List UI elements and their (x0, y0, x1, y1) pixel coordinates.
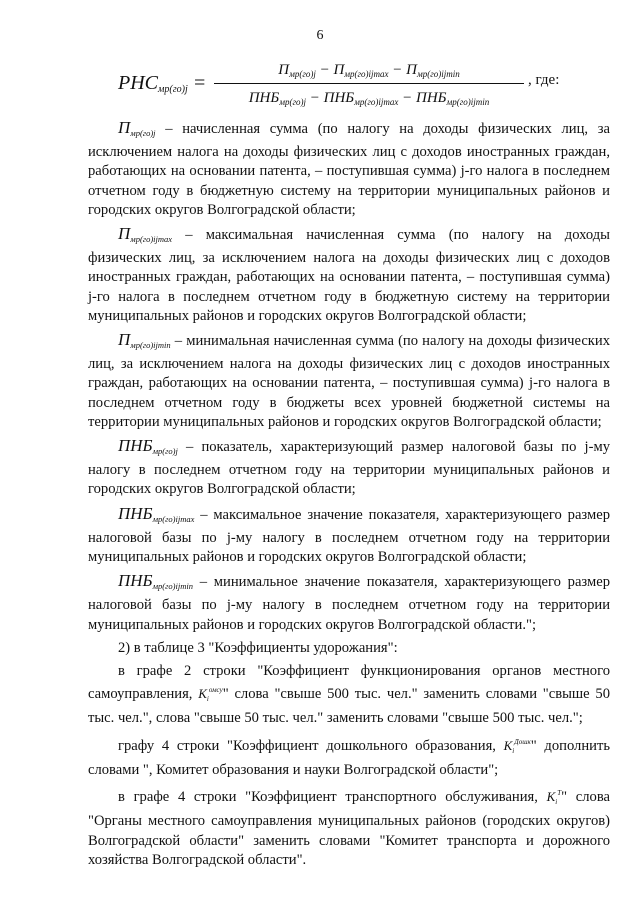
coefficient-k-main: K (503, 737, 513, 753)
definition-symbol-main: П (118, 330, 131, 350)
amendment-paragraph-1 (88, 662, 610, 729)
definition-symbol (118, 504, 194, 523)
amendment-3-after: " слова "Органы местного самоуправления муниципальных районов (городских округов) Волгоградской области" заменить словами "Комитет транспорта и дорожного хозяйства Волгоградской области". (88, 789, 610, 868)
num-term-a-sub: мр(го)j (289, 69, 316, 79)
definition-text: – показатель, характеризующий размер налоговой базы по j-му налогу в последнем отчетном году на территории муниципальных районов и городских округов Волгоградской области; (88, 439, 610, 498)
coefficient-k-sub: i (512, 746, 515, 755)
den-op-2: − (398, 90, 416, 106)
definition-paragraph (88, 504, 610, 568)
coefficient-k-main: K (198, 686, 207, 702)
coefficient-k-sup: T (557, 789, 562, 798)
den-term-a: ПНБ (248, 90, 280, 106)
amendment-2-before: графу 4 строки "Коэффициент дошкольного образования, (118, 737, 504, 754)
amendment-3-before: в графе 4 строки "Коэффициент транспортного обслуживания, (118, 789, 547, 806)
amendment-2-after: " дополнить словами ", Комитет образования и науки Волгоградской области"; (88, 737, 610, 778)
coefficient-k-main: K (546, 789, 556, 805)
num-term-b-sub: мр(го)ijmax (344, 69, 389, 79)
definition-symbol-main: ПНБ (118, 436, 153, 456)
amendment-1-after: " слова "свыше 500 тыс. чел." заменить словами "свыше 50 тыс. чел.", слова "свыше 50 тыс. чел." заменить словами "свыше 500 тыс. чел."; (88, 686, 611, 727)
formula-numerator (214, 58, 524, 82)
definition-text: – максимальное значение показателя, характеризующего размер налоговой базы по j-му налогу в последнем отчетном году на территории муниципальных районов и городских округов Волгоградской области; (88, 506, 610, 566)
coefficient-k-sup: Дошк (514, 737, 531, 746)
num-term-a: П (278, 62, 290, 78)
definition-text: – минимальная начисленная сумма (по налогу на доходы физических лиц, за исключением налога на доходы физических лиц с доходов иностранных граждан, работающих на основании патента, – поступившая сумма) j-го налога в последнем отчетном году в бюджеты всех уровней бюджетной системы на территории муниципальных районов и городских округов Волгоградской области; (88, 333, 610, 430)
page-number: 6 (316, 28, 324, 43)
definition-text: – максимальная начисленная сумма (по налогу на доходы физических лиц, за исключением налога на доходы физических лиц с доходов иностранных граждан, работающих на основании патента, – поступившая сумма) j-го налога в последнем отчетном году в бюджетную систему на территории муниципальных районов и городских округов Волгоградской области; (88, 227, 610, 324)
definition-symbol-main: ПНБ (118, 571, 153, 591)
coefficient-k-omsu (198, 686, 223, 704)
amendment-paragraph-2 (88, 733, 610, 780)
formula-lhs-symbol: РНС (118, 72, 158, 94)
definition-symbol-sub: мр(го)j (152, 446, 178, 457)
amendment-paragraph-3 (88, 784, 610, 870)
den-term-c: ПНБ (416, 90, 447, 106)
num-op-1: − (315, 62, 334, 78)
definition-symbol (118, 571, 193, 590)
formula-fraction (214, 58, 524, 111)
formula-rns (118, 58, 598, 118)
definition-symbol-main: П (118, 224, 131, 244)
num-op-2: − (388, 62, 407, 78)
definition-paragraph (88, 118, 610, 220)
definition-symbol-main: ПНБ (118, 503, 153, 523)
fraction-bar (214, 83, 524, 84)
num-term-c: П (406, 62, 418, 78)
definition-text: – начисленная сумма (по налогу на доходы физических лиц, за исключением налога на доходы физических лиц с доходов иностранных граждан, работающих на основании патента, – поступившая сумма) j-го налога в последнем отчетном году в бюджетную систему на территории муниципальных районов и городских округов Волгоградской области; (88, 121, 610, 218)
definition-paragraph (88, 436, 610, 500)
definition-symbol-sub: мр(го)j (130, 128, 156, 138)
den-term-b-sub: мр(го)ijmax (354, 97, 399, 107)
definition-symbol (118, 436, 178, 455)
definition-symbol-main: П (118, 118, 131, 137)
formula-lhs-subscript: мр(го)j (158, 84, 188, 95)
document-body (88, 118, 610, 874)
den-term-c-sub: мр(го)ijmin (446, 97, 490, 107)
definition-paragraph (88, 330, 610, 432)
formula-denominator (214, 85, 524, 111)
definition-symbol (118, 224, 172, 243)
coefficient-k-sup: омсу (208, 686, 223, 695)
definition-paragraph (88, 224, 610, 326)
formula-equals: = (187, 72, 207, 94)
num-term-c-sub: мр(го)ijmin (417, 69, 460, 79)
coefficient-k-sub: i (206, 695, 209, 704)
den-term-b: ПНБ (323, 90, 355, 106)
amendment-1-before: в графе 2 строки "Коэффициент функционирования органов местного самоуправления, (88, 663, 610, 703)
coefficient-k-transport (546, 789, 562, 807)
definition-paragraph (88, 571, 610, 635)
definition-text: – минимальное значение показателя, характеризующего размер налоговой базы по j-му налогу в последнем отчетном году на территории муниципальных районов и городских округов Волгоградской области."; (88, 574, 610, 633)
formula-lhs (118, 72, 206, 95)
definition-symbol-sub: мр(го)ijmin (152, 581, 193, 592)
definition-symbol-sub: мр(го)ijmax (130, 234, 173, 245)
den-term-a-sub: мр(го)j (279, 97, 306, 107)
item-2-heading: 2) в таблице 3 "Коэффициенты удорожания": (118, 639, 398, 656)
definition-symbol-sub: мр(го)ijmin (130, 340, 171, 351)
definition-symbol-sub: мр(го)ijmax (152, 513, 195, 524)
formula-tail: , где: (528, 72, 560, 88)
coefficient-k-doshk (504, 738, 531, 753)
den-op-1: − (305, 90, 324, 106)
definition-symbol (118, 330, 171, 349)
coefficient-k-sub: i (555, 798, 558, 807)
definition-symbol (118, 118, 156, 137)
num-term-b: П (333, 62, 345, 78)
